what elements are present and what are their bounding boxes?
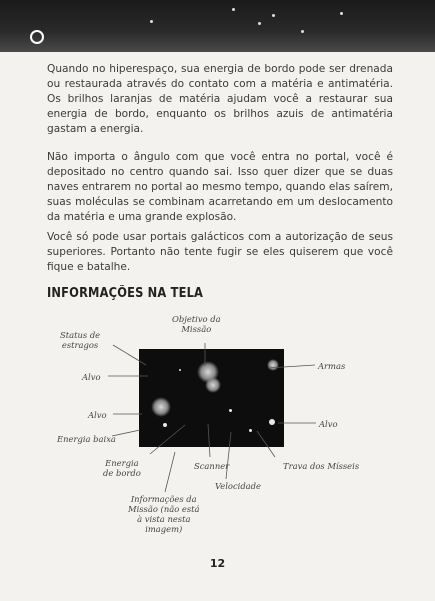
label-energia-bordo: Energia de bordo [103,458,141,478]
label-alvo-top: Alvo [82,372,101,382]
paragraph-portal-exit: Não importa o ângulo com que você entra no portal, você é depositado no centro quando sai. Isso quer dizer que se duas naves entrarem no portal ao mesmo tempo, quando elas saírem, suas moléculas se combinam acarretando em um deslocamento da matéria e uma grande explosão. [47,151,393,223]
label-alvo-mid: Alvo [88,410,107,420]
label-scanner: Scanner [194,461,230,471]
page-number: 12 [209,557,226,570]
section-title: INFORMAÇÕES NA TELA [47,286,204,301]
paragraph-portal-authorization: Você só pode usar portais galácticos com a autorização de seus superiores. Portanto não tente fugir se eles quiserem que você fique e batalhe. [47,231,393,273]
label-trava-misseis: Trava dos Mísseis [283,461,360,471]
label-energia-baixa: Energia baixa [57,434,116,444]
label-objetivo-missao: Objetivo da Missão [172,314,221,334]
label-armas: Armas [318,361,346,371]
label-alvo-right: Alvo [319,419,338,429]
label-velocidade: Velocidade [215,481,261,491]
label-informacoes-missao: Informações da Missão (não está à vista nesta imagem) [128,494,200,534]
label-status-estragos: Status de estragos [60,330,101,350]
paragraph-hyperspace-energy: Quando no hiperespaço, sua energia de bordo pode ser drenada ou restaurada através do contato com a matéria e antimatéria. Os brilhos laranjas de matéria ajudam você a restaurar sua energia de bordo, enquanto os brilhos azuis de antimatéria gastam a energia. [47,63,393,135]
